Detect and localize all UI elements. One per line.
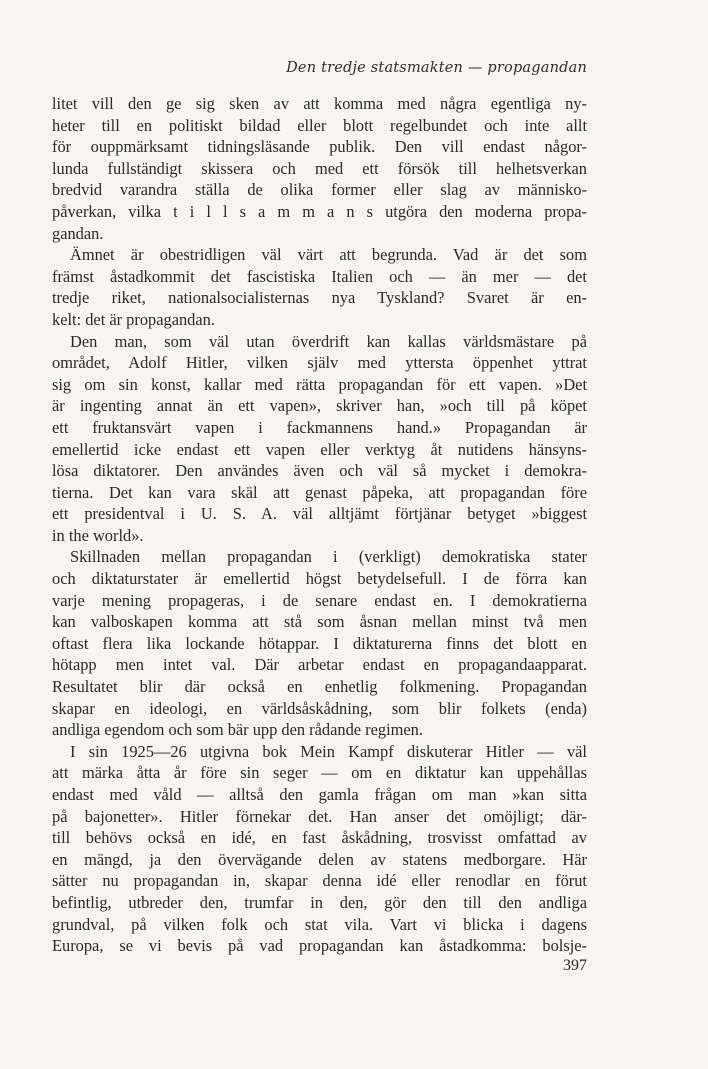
text-line: varje mening propageras, i de senare endast en. I demokratierna — [52, 590, 587, 610]
text-line: ett presidentval i U. S. A. väl alltjämt förtjänar betyget »biggest — [52, 504, 587, 524]
text-line: Den man, som väl utan överdrift kan kallas världsmästare på — [70, 331, 587, 351]
text-line: bredvid varandra ställa de olika former eller slag av människo- — [52, 180, 587, 200]
text-line: till behövs också en idé, en fast åskådning, trosvisst omfattad av — [52, 828, 587, 848]
body-text — [52, 93, 587, 957]
text-line: Resultatet blir där också en enhetlig folkmening. Propagandan — [52, 677, 587, 697]
text-line: in the world». — [52, 525, 144, 545]
text-line: gandan. — [52, 223, 104, 243]
text-line: tredje riket, nationalsocialisternas nya Tyskland? Svaret är en- — [52, 288, 587, 308]
text-line: lunda fullständigt skissera och med ett försök till helhetsverkan — [52, 158, 587, 178]
text-line: hötapp men intet val. Där arbetar endast en propagandaapparat. — [52, 655, 587, 675]
text-line: kelt: det är propagandan. — [52, 309, 215, 329]
text-line: litet vill den ge sig sken av att komma med några egentliga ny- — [52, 94, 587, 113]
text-line: andliga egendom och som bär upp den rådande regimen. — [52, 720, 423, 740]
text-line: en mängd, ja den övervägande delen av statens medborgare. Här — [52, 849, 587, 869]
text-line: ett fruktansvärt vapen i fackmannens hand.» Propagandan är — [52, 417, 587, 437]
text-line: skapar en ideologi, en världsåskådning, som blir folkets (enda) — [52, 698, 587, 718]
text-line: Ämnet är obestridligen väl värt att begrunda. Vad är det som — [70, 245, 587, 265]
text-line: främst åstadkommit det fascistiska Italien och — än mer — det — [52, 266, 587, 286]
text-line: befintlig, utbreder den, trumfar in den, gör den till den andliga — [52, 892, 587, 912]
text-line: Skillnaden mellan propagandan i (verkligt) demokratiska stater — [70, 547, 587, 567]
text-line: sig om sin konst, kallar med rätta propagandan för ett vapen. »Det — [52, 374, 587, 394]
text-line: tierna. Det kan vara skäl att genast påpeka, att propagandan före — [52, 482, 587, 502]
text-line: och diktaturstater är emellertid högst betydelsefull. I de förra kan — [52, 569, 587, 589]
text-line: på bajonetter». Hitler förnekar det. Han anser det omöjligt; där- — [52, 806, 587, 826]
text-line: oftast flera lika lockande hötappar. I diktaturerna finns det blott en — [52, 633, 587, 653]
text-line: är ingenting annat än ett vapen», skriver han, »och till på köpet — [52, 396, 587, 416]
text-line: endast med våld — alltså den gamla frågan om man »kan sitta — [52, 785, 587, 804]
text-line: sätter nu propagandan in, skapar denna idé eller renodlar en förut — [52, 871, 587, 891]
text-line: att märka åtta år före sin seger — om en diktatur kan uppehållas — [52, 763, 587, 783]
text-line: lösa diktatorer. Den användes även och väl så mycket i demokra- — [52, 461, 587, 481]
text-line: för ouppmärksamt tidningsläsande publik. Den vill endast någor- — [52, 137, 587, 157]
text-line: grundval, på vilken folk och stat vila. Vart vi blicka i dagens — [52, 914, 587, 934]
running-head: Den tredje statsmakten — propagandan — [286, 60, 587, 76]
text-line: området, Adolf Hitler, vilken själv med yttersta öppenhet yttrat — [52, 353, 587, 373]
text-line: Europa, se vi bevis på vad propagandan kan åstadkomma: bolsje- — [52, 936, 587, 956]
text-line: påverkan, vilka t i l l s a m m a n s utgöra den moderna propa- — [52, 201, 587, 221]
text-line: emellertid icke endast ett vapen eller verktyg åt nutidens hänsyns- — [52, 439, 587, 459]
text-line: I sin 1925—26 utgivna bok Mein Kampf diskuterar Hitler — väl — [70, 741, 587, 761]
text-line: heter till en politiskt bildad eller blott regelbundet och inte allt — [52, 115, 587, 135]
page-number: 397 — [563, 957, 587, 974]
text-line: kan valboskapen komma att stå som åsnan mellan minst två men — [52, 612, 587, 632]
